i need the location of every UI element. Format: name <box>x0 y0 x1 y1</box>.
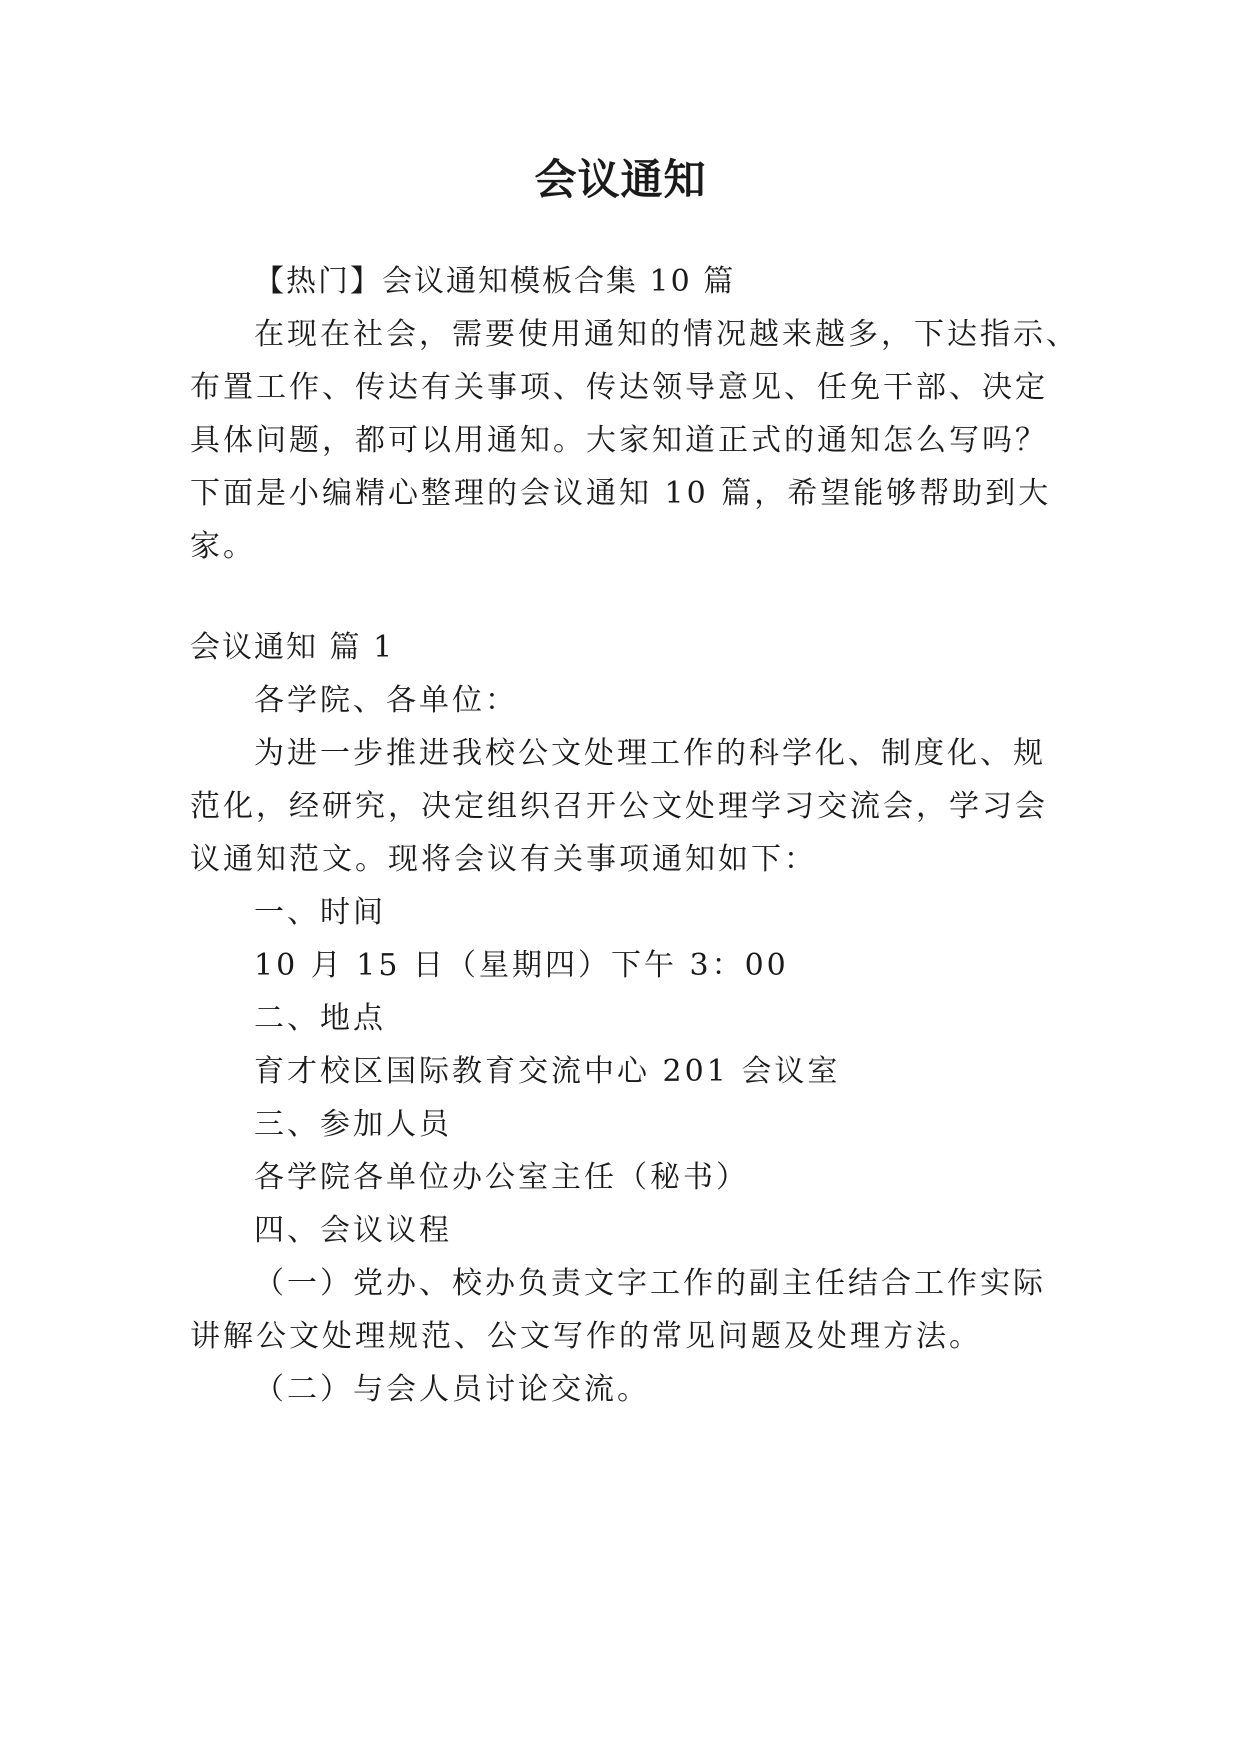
intro-line: 布置工作、传达有关事项、传达领导意见、任免干部、决定 <box>190 370 1048 405</box>
item-heading-attendees: 三、参加人员 <box>254 1107 452 1142</box>
document-title: 会议通知 <box>534 155 707 204</box>
item-attendees-value: 各学院各单位办公室主任（秘书） <box>254 1160 749 1195</box>
item-heading-time: 一、时间 <box>254 895 386 930</box>
intro-line: 下面是小编精心整理的会议通知 10 篇，希望能够帮助到大 <box>190 476 1052 511</box>
agenda-line: 讲解公文处理规范、公文写作的常见问题及处理方法。 <box>190 1319 982 1354</box>
item-place-value: 育才校区国际教育交流中心 201 会议室 <box>254 1054 841 1089</box>
item-heading-agenda: 四、会议议程 <box>254 1213 452 1248</box>
item-time-value: 10 月 15 日（星期四）下午 3：00 <box>254 948 789 983</box>
salutation: 各学院、各单位： <box>254 683 518 718</box>
body-line: 范化，经研究，决定组织召开公文处理学习交流会，学习会 <box>190 789 1048 824</box>
body-line: 议通知范文。现将会议有关事项通知如下： <box>190 842 817 877</box>
agenda-line: （一）党办、校办负责文字工作的副主任结合工作实际 <box>254 1266 1046 1301</box>
intro-heading: 【热门】会议通知模板合集 10 篇 <box>254 264 736 299</box>
intro-line: 家。 <box>190 529 256 564</box>
section-heading: 会议通知 篇 1 <box>190 630 395 665</box>
intro-line: 具体问题，都可以用通知。大家知道正式的通知怎么写吗？ <box>190 423 1048 458</box>
item-heading-place: 二、地点 <box>254 1001 386 1036</box>
agenda-line: （二）与会人员讨论交流。 <box>254 1372 650 1407</box>
intro-line: 在现在社会，需要使用通知的情况越来越多，下达指示、 <box>254 317 1079 352</box>
body-line: 为进一步推进我校公文处理工作的科学化、制度化、规 <box>254 736 1046 771</box>
